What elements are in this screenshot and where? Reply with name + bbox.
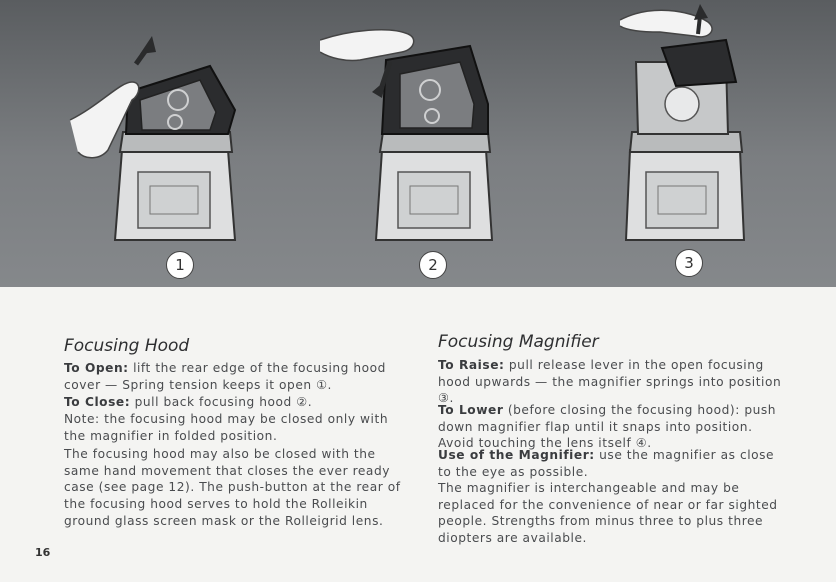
figure-1-camera-hood-open <box>60 0 260 287</box>
focusing-hood-heading: Focusing Hood <box>64 336 190 356</box>
to-lower-instruction <box>438 402 783 452</box>
figure-3-magnifier-raise <box>590 0 790 287</box>
illustration-band <box>0 0 836 287</box>
focusing-magnifier-heading: Focusing Magnifier <box>438 332 599 352</box>
step-badge-2: 2 <box>419 251 447 279</box>
to-raise-instruction <box>438 357 783 407</box>
magnifier-body-paragraph: The magnifier is interchangeable and may be replaced for the convenience of near or far sighted people. Strengths from minus three to plus three diopters are available. <box>438 481 778 546</box>
to-open-text: lift the rear edge of the focusing hood cover — Spring tension keeps it open ①. <box>64 361 386 392</box>
use-of-magnifier-text: use the magnifier as close to the eye as possible. <box>438 448 775 479</box>
hood-body-paragraph: The focusing hood may also be closed with the same hand movement that closes the ever ready case (see page 12). The push-button at the rear of the focusing hood serves to hold the Rolleikin ground glass screen mask or the Rolleigrid lens. <box>64 447 401 528</box>
to-close-instruction <box>64 394 410 411</box>
to-open-label: To Open: <box>64 361 129 375</box>
to-close-text: pull back focusing hood ②. <box>134 395 313 409</box>
to-raise-text: pull release lever in the open focusing hood upwards — the magnifier springs into position ③. <box>438 358 782 406</box>
step-badge-1: 1 <box>166 251 194 279</box>
step-badge-3: 3 <box>675 249 703 277</box>
use-of-magnifier-label: Use of the Magnifier: <box>438 448 595 462</box>
to-raise-label: To Raise: <box>438 358 505 372</box>
to-lower-label: To Lower <box>438 403 504 417</box>
use-of-magnifier-instruction <box>438 447 783 480</box>
to-lower-text: (before closing the focusing hood): push down magnifier flap until it snaps into position. Avoid touching the lens itself ④. <box>438 403 777 451</box>
figure-2-camera-hood-close <box>320 0 520 287</box>
note-paragraph: Note: the focusing hood may be closed only with the magnifier in folded position. <box>64 412 389 443</box>
to-open-instruction <box>64 360 410 393</box>
page-number: 16 <box>35 546 51 559</box>
to-close-label: To Close: <box>64 395 131 409</box>
